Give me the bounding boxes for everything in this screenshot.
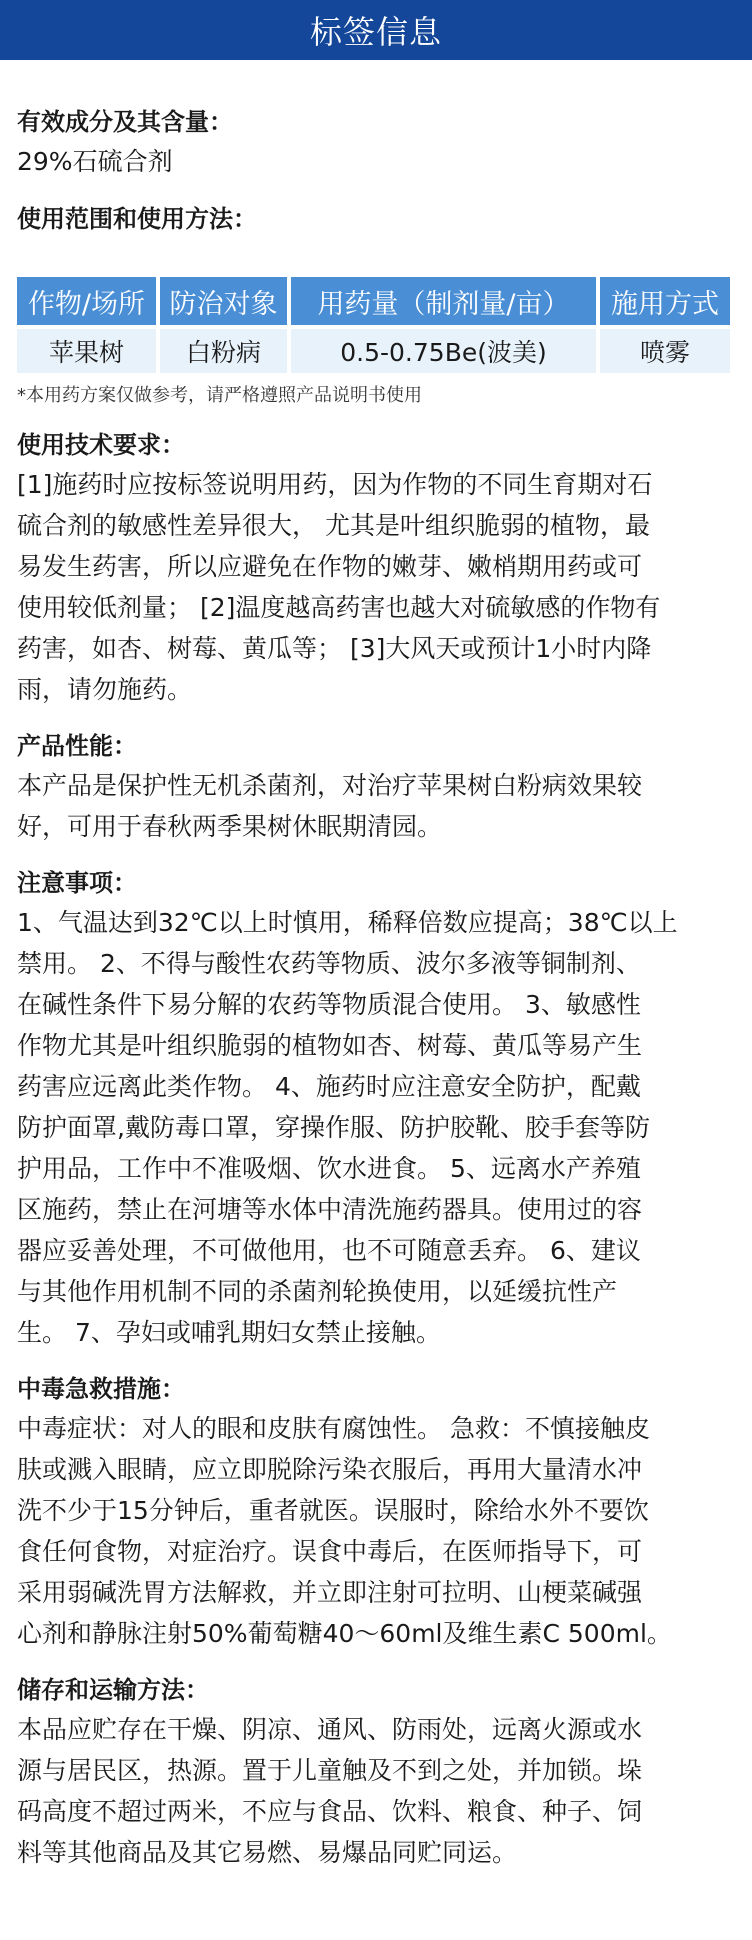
first-aid-line: 中毒症状：对人的眼和皮肤有腐蚀性。 急救：不慎接触皮 [17,1414,650,1443]
performance-line: 本产品是保护性无机杀菌剂，对治疗苹果树白粉病效果较 [17,771,643,800]
technical-line: 药害，如杏、树莓、黄瓜等； [3]大风天或预计1小时内降 [17,634,652,663]
cautions-line: 禁用。 2、不得与酸性农药等物质、波尔多液等铜制剂、 [17,949,641,978]
storage-line: 本品应贮存在干燥、阴凉、通风、防雨处，远离火源或水 [17,1715,643,1744]
table-cell-dosage: 0.5-0.75Be(波美) [291,329,596,373]
storage-line: 源与居民区，热源。置于儿童触及不到之处，并加锁。垛 [17,1756,643,1785]
storage-heading: 储存和运输方法： [17,1676,209,1704]
cautions-line: 生。 7、孕妇或哺乳期妇女禁止接触。 [17,1318,441,1347]
cautions-line: 1、气温达到32℃以上时慎用，稀释倍数应提高；38℃以上 [17,908,678,937]
table-header-method: 施用方式 [600,277,730,325]
storage-section [17,1674,735,1873]
label-content [0,106,752,1873]
first-aid-line: 采用弱碱洗胃方法解救，并立即注射可拉明、山梗菜碱强 [17,1578,643,1607]
usage-scope-heading: 使用范围和使用方法： [17,205,257,233]
cautions-line: 防护面罩,戴防毒口罩，穿操作服、防护胶靴、胶手套等防 [17,1113,650,1142]
table-header-crop: 作物/场所 [17,277,156,325]
table-header-target: 防治对象 [160,277,287,325]
ingredient-section [17,106,735,182]
cautions-line: 作物尤其是叶组织脆弱的植物如杏、树莓、黄瓜等易产生 [17,1031,643,1060]
technical-line: 硫合剂的敏感性差异很大， 尤其是叶组织脆弱的植物，最 [17,511,650,540]
technical-section [17,429,735,710]
cautions-line: 在碱性条件下易分解的农药等物质混合使用。 3、敏感性 [17,990,641,1019]
technical-line: 易发生药害，所以应避免在作物的嫩芽、嫩梢期用药或可 [17,552,643,581]
first-aid-heading: 中毒急救措施： [17,1375,185,1403]
table-cell-crop: 苹果树 [17,329,156,373]
table-note: *本用药方案仅做参考，请严格遵照产品说明书使用 [17,385,422,406]
cautions-line: 器应妥善处理，不可做他用，也不可随意丢弃。 6、建议 [17,1236,641,1265]
technical-line: 雨，请勿施药。 [17,675,193,704]
storage-line: 码高度不超过两米，不应与食品、饮料、粮食、种子、饲 [17,1797,643,1826]
cautions-line: 护用品，工作中不准吸烟、饮水进食。 5、远离水产养殖 [17,1154,641,1183]
first-aid-section [17,1373,735,1654]
table-cell-target: 白粉病 [160,329,287,373]
first-aid-line: 肤或溅入眼睛，应立即脱除污染衣服后，再用大量清水冲 [17,1455,643,1484]
first-aid-line: 洗不少于15分钟后，重者就医。误服时，除给水外不要饮 [17,1496,649,1525]
cautions-heading: 注意事项： [17,869,137,897]
cautions-line: 区施药，禁止在河塘等水体中清洗施药器具。使用过的容 [17,1195,643,1224]
table-header-dosage: 用药量（制剂量/亩） [291,277,596,325]
ingredient-value: 29%石硫合剂 [17,147,173,176]
first-aid-line: 心剂和静脉注射50%葡萄糖40～60ml及维生素C 500ml。 [17,1619,672,1648]
technical-line: 使用较低剂量； [2]温度越高药害也越大对硫敏感的作物有 [17,593,661,622]
cautions-section [17,867,735,1353]
ingredient-heading: 有效成分及其含量： [17,108,233,136]
page-title: 标签信息 [309,13,442,51]
technical-line: [1]施药时应按标签说明用药，因为作物的不同生育期对石 [17,470,653,499]
page-header [0,0,752,60]
cautions-line: 药害应远离此类作物。 4、施药时应注意安全防护，配戴 [17,1072,641,1101]
cautions-line: 与其他作用机制不同的杀菌剂轮换使用，以延缓抗性产 [17,1277,618,1306]
first-aid-line: 食任何食物，对症治疗。误食中毒后，在医师指导下，可 [17,1537,643,1566]
usage-scope-section [17,203,735,409]
performance-heading: 产品性能： [17,732,137,760]
storage-line: 料等其他商品及其它易燃、易爆品同贮同运。 [17,1838,518,1867]
performance-line: 好，可用于春秋两季果树休眠期清园。 [17,812,443,841]
dosage-table [17,277,735,373]
performance-section [17,730,735,847]
table-cell-method: 喷雾 [600,329,730,373]
technical-heading: 使用技术要求： [17,431,185,459]
